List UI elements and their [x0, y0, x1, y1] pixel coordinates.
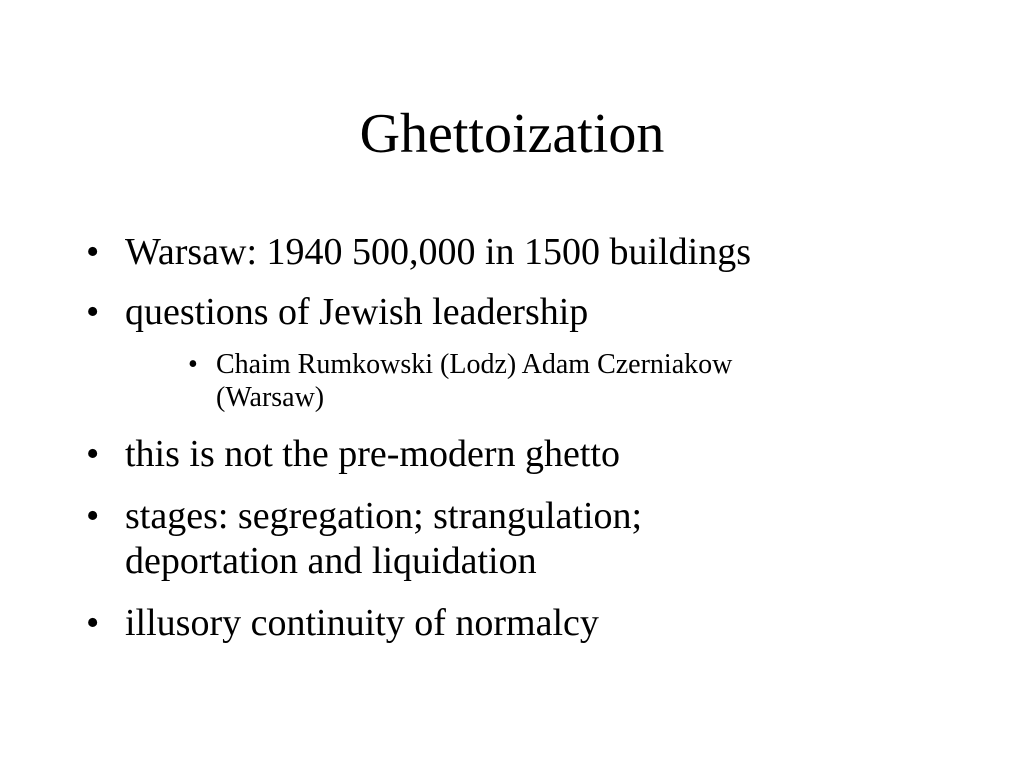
bullet-text: this is not the pre-modern ghetto [125, 433, 620, 475]
bullet-marker: • [86, 495, 100, 537]
bullet-line: stages: segregation; strangulation; [125, 495, 643, 537]
bullet-item [86, 494, 906, 584]
sub-bullet-line: Chaim Rumkowski (Lodz) Adam Czerniakow [216, 349, 733, 380]
bullet-text: Warsaw: 1940 500,000 in 1500 buildings [125, 231, 752, 273]
bullet-item [86, 230, 906, 275]
bullet-text: illusory continuity of normalcy [125, 602, 599, 644]
sub-bullet-line: (Warsaw) [216, 382, 325, 413]
sub-bullet-text [216, 348, 876, 414]
bullet-item [86, 432, 906, 477]
sub-bullet-item [188, 348, 888, 418]
bullet-line: deportation and liquidation [125, 540, 537, 582]
bullet-text: questions of Jewish leadership [125, 291, 589, 333]
sub-bullet-marker: • [188, 349, 198, 380]
slide-title: Ghettoization [359, 103, 665, 165]
bullet-marker: • [86, 231, 100, 273]
bullet-marker: • [86, 291, 100, 333]
bullet-item [86, 601, 906, 646]
bullet-marker: • [86, 433, 100, 475]
bullet-marker: • [86, 602, 100, 644]
bullet-item [86, 290, 906, 335]
bullet-text [125, 494, 642, 584]
